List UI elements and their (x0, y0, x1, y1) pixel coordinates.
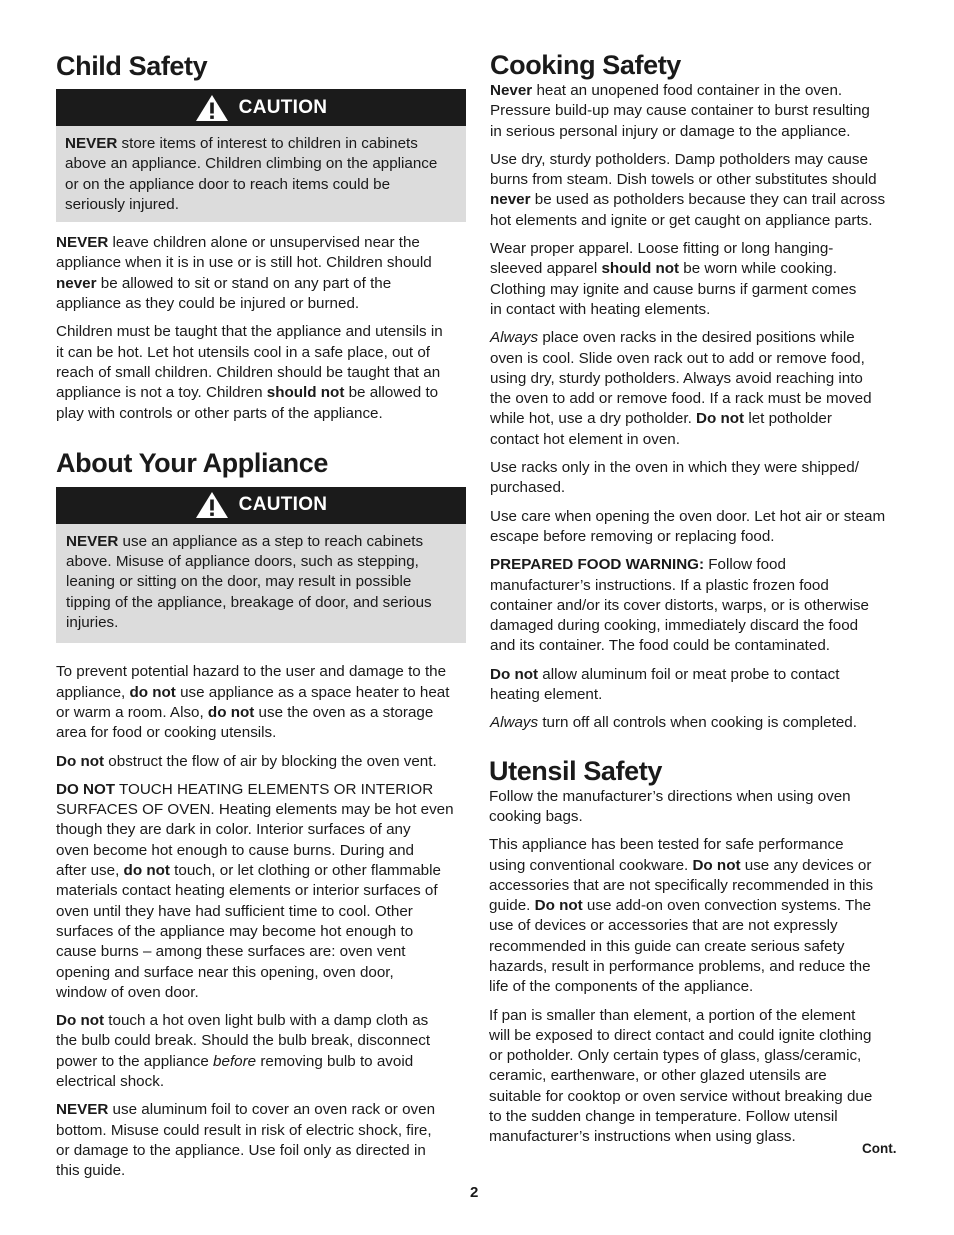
child-safety-heading: Child Safety (56, 51, 208, 81)
paragraph: Always place oven racks in the desired positions while oven is cool. Slide oven rack out to add or remove food, using dry, sturdy potholders. Always avoid reaching into the oven to add or remove food. If a rack must be moved while hot, use a dry potholder. Do not let potholder contact hot element in oven. (490, 329, 872, 448)
caution-bar (56, 89, 466, 126)
about-appliance-caution-box (56, 487, 466, 643)
paragraph: DO NOT TOUCH HEATING ELEMENTS OR INTERIOR SURFACES OF OVEN. Heating elements may be hot even though they are dark in color. Interior surfaces of any oven become hot enough to cause burns. During and after use, do not touch, or let clothing or other flammable materials contact heating elements or interior surfaces of oven until they have had sufficient time to cool. Other surfaces of the appliance may become hot enough to cause burns – among these surfaces are: oven vent opening and surface near this opening, oven door, window of oven door. (56, 780, 454, 1001)
paragraph: Do not touch a hot oven light bulb with a damp cloth as the bulb could break. Should the bulb break, disconnect power to the appliance before removing bulb to avoid electrical shock. (56, 1012, 431, 1090)
caution-text: NEVER store items of interest to children in cabinets above an appliance. Children climbing on the appliance or on the appliance door to reach items could be seriously injured. (65, 135, 438, 213)
paragraph: NEVER leave children alone or unsupervised near the appliance when it is in use or is still hot. Children should never be allowed to sit or stand on any part of the appliance as they could be injured or burned. (56, 234, 432, 313)
caution-text: NEVER use an appliance as a step to reach cabinets above. Misuse of appliance doors, such as stepping, leaning or sitting on the door, may result in possible tipping of the appliance, breakage of door, and serious injuries. (66, 532, 432, 632)
warning-triangle-icon (195, 491, 229, 519)
paragraph: Do not obstruct the flow of air by blocking the oven vent. (56, 752, 437, 770)
paragraph: Use dry, sturdy potholders. Damp potholders may cause burns from steam. Dish towels or other substitutes should never be used as potholders because they can trail across hot elements and ignite or get caught on appliance parts. (490, 150, 886, 229)
paragraph: PREPARED FOOD WARNING: Follow food manufacturer’s instructions. If a plastic frozen food container and/or its cover distorts, warps, or is otherwise damaged during cooking, immediately discard the food and its container. The food could be contaminated. (490, 556, 869, 655)
page-number: 2 (470, 1184, 479, 1201)
paragraph: NEVER use aluminum foil to cover an oven rack or oven bottom. Misuse could result in risk of electric shock, fire, or damage to the appliance. Use foil only as directed in this guide. (56, 1101, 436, 1180)
paragraph: If pan is smaller than element, a portion of the element will be exposed to direct contact and could ignite clothing or potholder. Only certain types of glass, glass/ceramic, ceramic, earthenware, or other glazed utensils are suitable for cooktop or oven service without breaking due to the sudden change in temperature. Follow utensil manufacturer’s instructions when using glass. (489, 1006, 873, 1146)
left-column (56, 0, 466, 1181)
caution-bar (56, 487, 466, 524)
about-appliance-heading: About Your Appliance (56, 447, 329, 478)
cooking-safety-heading: Cooking Safety (490, 50, 681, 80)
paragraph: Children must be taught that the appliance and utensils in it can be hot. Let hot utensils cool in a safe place, out of reach of small children. Children should be taught that an appliance is not a toy. Children should not be allowed to play with controls or other parts of the appliance. (56, 323, 443, 422)
paragraph: Never heat an unopened food container in the oven. Pressure build-up may cause container to burst resulting in serious personal injury or damage to the appliance. (490, 82, 870, 140)
paragraph: To prevent potential hazard to the user and damage to the appliance, do not use appliance as a space heater to heat or warm a room. Also, do not use the oven as a storage area for food or cooking utensils. (56, 663, 450, 742)
continued-label: Cont. (862, 1141, 897, 1156)
caution-label: CAUTION (238, 96, 328, 118)
paragraph: This appliance has been tested for safe performance using conventional cookware. Do not use any devices or accessories that are not specifically recommended in this guide. Do not use add-on oven convection systems. The use of devices or accessories that are not expressly recommended in this guide can create serious safety hazards, result in performance problems, and reduce the life of the components of the appliance. (489, 836, 874, 996)
utensil-safety-heading: Utensil Safety (489, 755, 662, 786)
paragraph: Always turn off all controls when cooking is completed. (490, 714, 857, 732)
paragraph: Use racks only in the oven in which they were shipped/ purchased. (490, 459, 859, 497)
child-safety-caution-box (56, 89, 466, 222)
paragraph: Use care when opening the oven door. Let hot air or steam escape before removing or replacing food. (490, 507, 886, 545)
paragraph: Do not allow aluminum foil or meat probe to contact heating element. (490, 665, 840, 704)
right-column (490, 0, 906, 1148)
paragraph: Wear proper apparel. Loose fitting or long hanging- sleeved apparel should not be worn while cooking. Clothing may ignite and cause burns if garment comes in contact with heating elements. (490, 240, 857, 318)
caution-label: CAUTION (238, 494, 328, 516)
paragraph: Follow the manufacturer’s directions when using oven cooking bags. (489, 787, 851, 825)
warning-triangle-icon (195, 94, 229, 122)
